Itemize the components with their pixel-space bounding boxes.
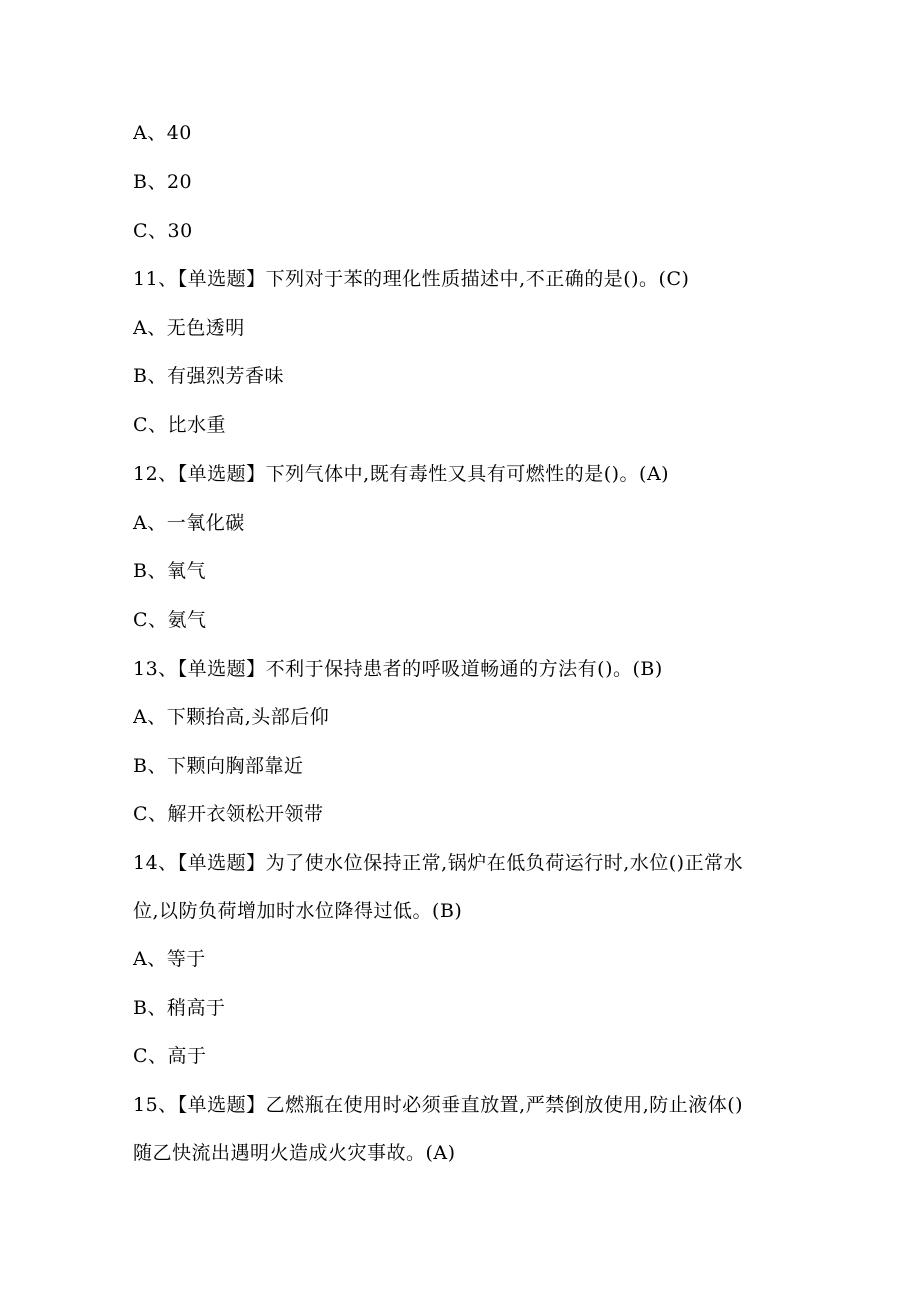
question-15: 15、【单选题】乙燃瓶在使用时必须垂直放置,严禁倒放使用,防止液体() — [133, 1094, 744, 1116]
option-c: C、氨气 — [133, 609, 207, 631]
option-b: B、氧气 — [133, 560, 206, 582]
question-15-continued: 随乙快流出遇明火造成火灾事故。(A) — [133, 1142, 456, 1164]
option-a: A、等于 — [133, 948, 206, 970]
option-c: C、比水重 — [133, 414, 227, 436]
option-c: C、高于 — [133, 1045, 207, 1067]
option-a: A、40 — [133, 122, 192, 144]
option-c: C、解开衣领松开领带 — [133, 803, 324, 825]
option-c: C、30 — [133, 220, 193, 242]
option-b: B、下颗向胸部靠近 — [133, 755, 304, 777]
question-14-continued: 位,以防负荷增加时水位降得过低。(B) — [133, 900, 463, 922]
question-13: 13、【单选题】不利于保持患者的呼吸道畅通的方法有()。(B) — [133, 658, 663, 680]
option-a: A、无色透明 — [133, 317, 245, 339]
option-a: A、下颗抬高,头部后仰 — [133, 706, 330, 728]
option-a: A、一氧化碳 — [133, 512, 245, 534]
question-12: 12、【单选题】下列气体中,既有毒性又具有可燃性的是()。(A) — [133, 463, 670, 485]
option-b: B、稍高于 — [133, 997, 226, 1019]
question-11: 11、【单选题】下列对于苯的理化性质描述中,不正确的是()。(C) — [133, 268, 690, 290]
question-14: 14、【单选题】为了使水位保持正常,锅炉在低负荷运行时,水位()正常水 — [133, 852, 744, 874]
option-b: B、20 — [133, 171, 193, 193]
option-b: B、有强烈芳香味 — [133, 365, 284, 387]
